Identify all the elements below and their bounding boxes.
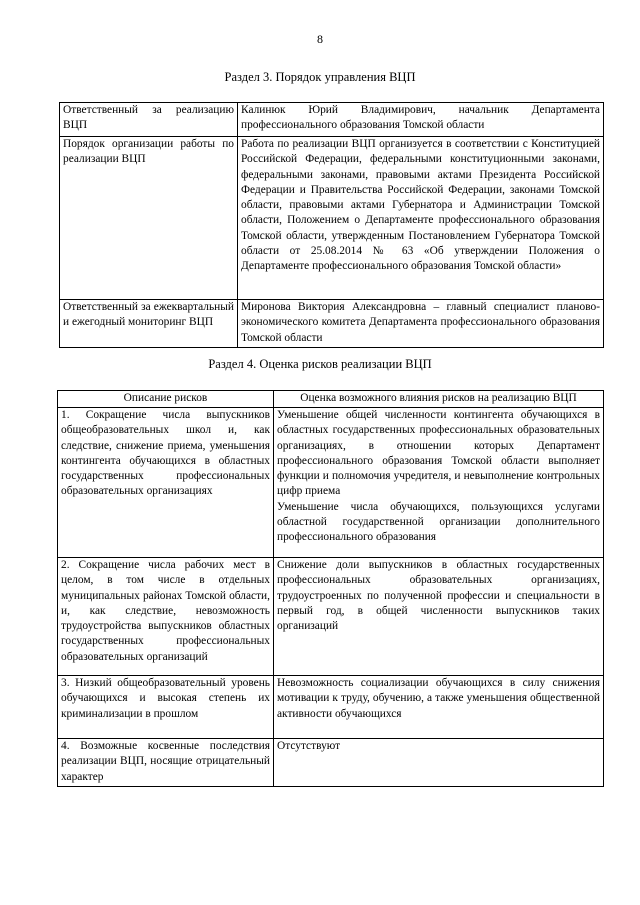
risk-impact	[274, 408, 604, 558]
risk-impact: Невозможность социализации обучающихся в силу снижения мотивации к труду, обучению, а также уменьшения общественной активности обучающихся	[274, 676, 604, 739]
table-row	[58, 739, 604, 787]
row-label: Ответственный за ежеквартальный и ежегодный мониторинг ВЦП	[60, 300, 238, 348]
management-table	[59, 102, 604, 348]
section-3-title: Раздел 3. Порядок управления ВЦП	[224, 70, 416, 84]
risk-description: 1. Сокращение числа выпускников общеобразовательных школ и, как следствие, снижение приема, уменьшения контингента обучающихся в областных государственных профессиональных образовательных организациях	[58, 408, 274, 558]
row-value: Работа по реализации ВЦП организуется в соответствии с Конституцией Российской Федерации, федеральными конституционными законами, федеральными законами, правовыми актами Президента Российской Федерации и Правительства Российской Федерации, законами Томской области, правовыми актами Губернатора и Администрации Томской области, Положением о Департаменте профессионального образования Томской области, утвержденным Постановлением Губернатора Томской области от 25.08.2014 № 63 «Об утверждении Положения о Департаменте профессионального образования Томской области»	[238, 137, 604, 300]
table-row	[58, 408, 604, 558]
risk-description: 3. Низкий общеобразовательный уровень обучающихся и высокая степень их криминализации в прошлом	[58, 676, 274, 739]
page-number: 8	[317, 32, 323, 46]
header-risk-impact: Оценка возможного влияния рисков на реализацию ВЦП	[274, 391, 604, 408]
row-label: Порядок организации работы по реализации ВЦП	[60, 137, 238, 300]
table-row	[58, 676, 604, 739]
row-value: Калинюк Юрий Владимирович, начальник Департамента профессионального образования Томской области	[238, 103, 604, 137]
risk-description: 4. Возможные косвенные последствия реализации ВЦП, носящие отрицательный характер	[58, 739, 274, 787]
table-row	[60, 300, 604, 348]
row-label: Ответственный за реализацию ВЦП	[60, 103, 238, 137]
table-row	[60, 137, 604, 300]
risk-impact: Снижение доли выпускников в областных государственных профессиональных образовательных организациях, трудоустроенных по полученной профессии и специальности в первый год, в общей численности выпускников таких организаций	[274, 558, 604, 676]
risk-impact-extra: Уменьшение числа обучающихся, пользующихся услугами областной государственной организации дополнительного профессионального образования	[277, 500, 600, 544]
table-row	[60, 103, 604, 137]
table-header-row	[58, 391, 604, 408]
risk-impact: Отсутствуют	[274, 739, 604, 787]
section-4-title: Раздел 4. Оценка рисков реализации ВЦП	[208, 357, 432, 371]
risks-table	[57, 390, 604, 787]
header-risk-description: Описание рисков	[58, 391, 274, 408]
risk-impact-text: Уменьшение общей численности контингента обучающихся в областных государственных профессиональных образовательных организациях, в отношении которых Департамент профессионального образования Томской области выполняет функции и полномочия учредителя, и невыполнение контрольных цифр приема	[277, 409, 600, 498]
table-row	[58, 558, 604, 676]
risk-description: 2. Сокращение числа рабочих мест в целом, в том числе в отдельных муниципальных районах Томской области, и, как следствие, невозможность трудоустройства выпускников областных государственных профессиональных образовательных организаций	[58, 558, 274, 676]
row-value: Миронова Виктория Александровна – главный специалист планово-экономического комитета Департамента профессионального образования Томской области	[238, 300, 604, 348]
